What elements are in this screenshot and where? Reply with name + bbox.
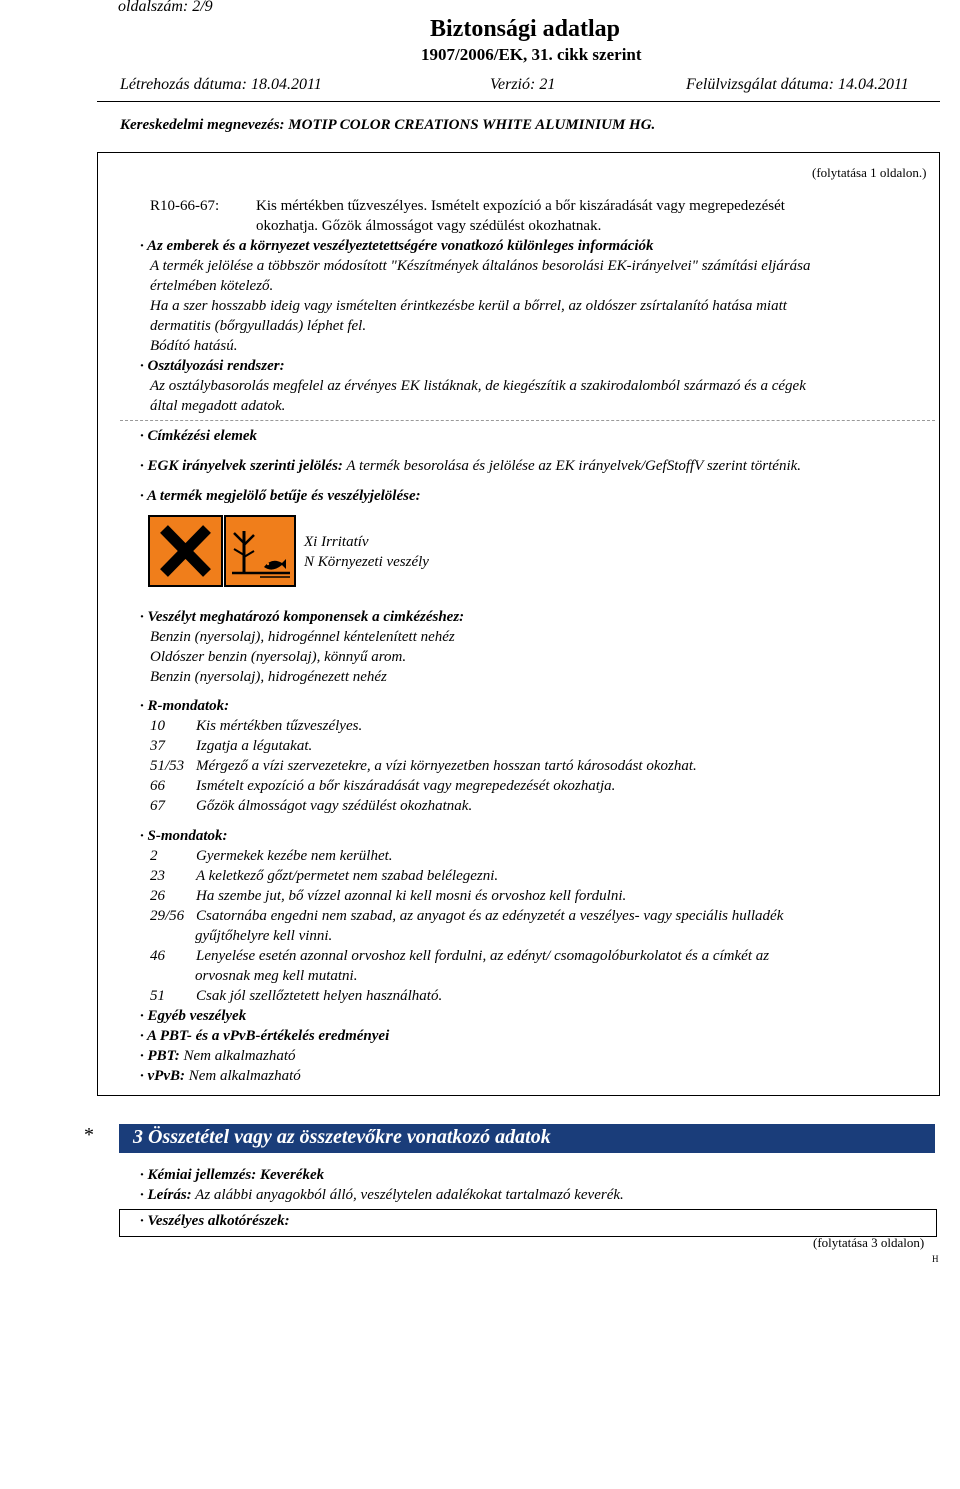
classification-heading: · Osztályozási rendszer: [140, 358, 285, 374]
document-title: Biztonsági adatlap [430, 16, 621, 42]
r-phrases-heading: · R-mondatok: [140, 698, 230, 714]
s-phrase-item: 26 Ha szembe jut, bő vízzel azonnal ki kell mosni és orvoshoz kell fordulni. [150, 888, 627, 904]
hazardous-components-heading: · Veszélyes alkotórészek: [140, 1213, 290, 1229]
section-3-title: 3 Összetétel vagy az összetevőkre vonatkozó adatok [133, 1126, 551, 1148]
component-item: Benzin (nyersolaj), hidrogénnel kéntelenített nehéz [150, 629, 455, 645]
symbol-xi: Xi Irritatív [304, 534, 369, 550]
s-phrase-continuation: orvosnak meg kell mutatni. [195, 968, 358, 984]
vpvb-line: · vPvB: Nem alkalmazható [140, 1068, 301, 1084]
change-asterisk: * [84, 1124, 94, 1146]
r-phrase-line-1: Kis mértékben tűzveszélyes. Ismételt expozíció a bőr kiszáradását vagy megrepedezését [256, 198, 785, 214]
components-heading: · Veszélyt meghatározó komponensek a cimkézéshez: [140, 609, 465, 625]
special-info-p2-line1: Ha a szer hosszabb ideig vagy ismételten érintkezésbe kerül a bőrrel, az oldószer zsírtalanító hatása miatt [150, 298, 787, 314]
s-phrase-item: 51 Csak jól szellőztetett helyen használható. [150, 988, 443, 1004]
other-hazards-heading: · Egyéb veszélyek [140, 1008, 247, 1024]
s-phrase-item: 29/56 Csatornába engedni nem szabad, az anyagot és az edényzetét a veszélyes- vagy speciális hulladék [150, 908, 784, 924]
subsection-divider [120, 420, 935, 421]
revision-date: Felülvizsgálat dátuma: 14.04.2011 [686, 76, 909, 93]
s-phrase-item: 46 Lenyelése esetén azonnal orvoshoz kell fordulni, az edényt/ csomagolóburkolatot és a címkét az [150, 948, 770, 964]
s-phrase-continuation: gyűjtőhelyre kell vinni. [195, 928, 333, 944]
special-info-p3: Bódító hatású. [150, 338, 238, 354]
s-phrases-heading: · S-mondatok: [140, 828, 228, 844]
section-3-title-bar [119, 1124, 935, 1153]
version: Verzió: 21 [490, 76, 556, 93]
egk-text: A termék besorolása és jelölése az EK irányelvek/GefStoffV szerint történik. [342, 458, 802, 474]
classification-line1: Az osztálybasorolás megfelel az érvényes EK listáknak, de kiegészítik a szakirodalomból származó és a cégek [150, 378, 806, 394]
corner-mark: H [932, 1254, 939, 1264]
r-phrase-line-2: okozhatja. Gőzök álmosságot vagy szédülést okozhatnak. [256, 218, 602, 234]
component-item: Benzin (nyersolaj), hidrogénezett nehéz [150, 669, 387, 685]
header-divider [97, 101, 940, 102]
special-info-p1-line2: értelmében kötelező. [150, 278, 274, 294]
irritant-pictogram [148, 515, 223, 587]
document-subtitle: 1907/2006/EK, 31. cikk szerint [421, 45, 642, 64]
continued-from: (folytatása 1 oldalon.) [812, 165, 927, 180]
r-phrase-item: 66 Ismételt expozíció a bőr kiszáradását vagy megrepedezését okozhatja. [150, 778, 616, 794]
classification-line2: által megadott adatok. [150, 398, 286, 414]
special-info-p1-line1: A termék jelölése a többször módosított "Készítmények általános besorolási EK-irányelvei" számítási eljárása [150, 258, 811, 274]
continued-to: (folytatása 3 oldalon) [813, 1235, 925, 1250]
description-line: · Leírás: Az alábbi anyagokból álló, veszélytelen adalékokat tartalmazó keverék. [140, 1187, 624, 1203]
special-info-heading: · Az emberek és a környezet veszélyeztetettségére vonatkozó különleges információk [140, 238, 654, 254]
s-phrase-item: 23 A keletkező gőzt/permetet nem szabad belélegezni. [150, 868, 499, 884]
r-phrase-code: R10-66-67: [150, 198, 220, 214]
egk-label: · EGK irányelvek szerinti jelölés: [140, 458, 343, 474]
egk-line [140, 456, 801, 476]
r-phrase-item: 67 Gőzök álmosságot vagy szédülést okozhatnak. [150, 798, 473, 814]
s-phrase-item: 2 Gyermekek kezébe nem kerülhet. [150, 848, 393, 864]
label-elements-heading: · Címkézési elemek [140, 428, 258, 444]
r-phrase-item: 37 Izgatja a légutakat. [150, 738, 313, 754]
chemical-characterization: · Kémiai jellemzés: Keverékek [140, 1167, 325, 1183]
created-date: Létrehozás dátuma: 18.04.2011 [120, 76, 322, 93]
r-phrase-item: 10 Kis mértékben tűzveszélyes. [150, 718, 363, 734]
pbt-heading: · A PBT- és a vPvB-értékelés eredményei [140, 1028, 390, 1044]
symbol-n: N Környezeti veszély [304, 554, 429, 570]
component-item: Oldószer benzin (nyersolaj), könnyű arom. [150, 649, 407, 665]
environment-hazard-pictogram [224, 515, 296, 587]
page-number: oldalszám: 2/9 [118, 0, 213, 15]
pbt-line: · PBT: Nem alkalmazható [140, 1048, 296, 1064]
symbols-heading: · A termék megjelölő betűje és veszélyjelölése: [140, 488, 421, 504]
r-phrase-item: 51/53 Mérgező a vízi szervezetekre, a vízi környezetben hosszan tartó károsodást okozhat. [150, 758, 697, 774]
special-info-p2-line2: dermatitis (bőrgyulladás) léphet fel. [150, 318, 367, 334]
trade-name: Kereskedelmi megnevezés: MOTIP COLOR CREATIONS WHITE ALUMINIUM HG. [120, 117, 656, 133]
